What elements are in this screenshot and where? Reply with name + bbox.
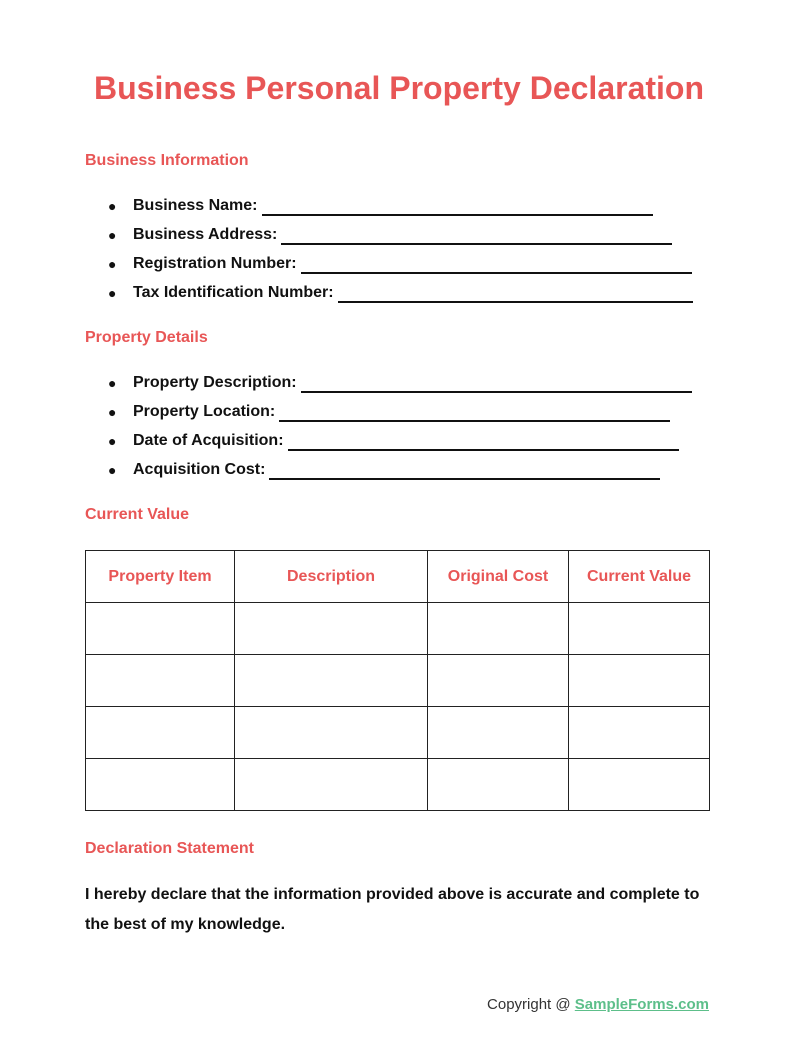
list-item: ● Tax Identification Number: [108,284,693,313]
page-title: Business Personal Property Declaration [94,70,704,106]
table-row [86,759,710,811]
list-item: ● Acquisition Cost: [108,461,692,490]
column-header: Description [235,551,428,603]
list-item: ● Registration Number: [108,255,693,284]
business-info-list [108,197,693,313]
table-cell[interactable] [428,759,569,811]
sampleforms-link[interactable]: SampleForms.com [574,996,709,1013]
table-row [86,707,710,759]
property-details-list [108,374,692,490]
copyright-footer [487,996,709,1013]
field-label: Acquisition Cost: [133,461,266,478]
business-name-blank[interactable] [262,197,653,216]
table-cell[interactable] [569,655,710,707]
list-item: ● Business Name: [108,197,693,226]
acquisition-cost-blank[interactable] [269,461,660,480]
table-cell[interactable] [428,707,569,759]
section-heading-declaration: Declaration Statement [85,840,254,857]
list-item: ● Property Description: [108,374,692,403]
business-address-blank[interactable] [281,226,672,245]
field-label: Tax Identification Number: [133,284,334,301]
field-label: Date of Acquisition: [133,432,284,449]
field-label: Business Name: [133,197,258,214]
tax-id-blank[interactable] [338,284,693,303]
field-label: Registration Number: [133,255,297,272]
list-item: ● Property Location: [108,403,692,432]
section-heading-property: Property Details [85,329,208,346]
table-cell[interactable] [86,759,235,811]
table-cell[interactable] [86,603,235,655]
table-cell[interactable] [428,603,569,655]
table-cell[interactable] [569,707,710,759]
table-header-row [86,551,710,603]
table-cell[interactable] [235,759,428,811]
declaration-text: I hereby declare that the information provided above is accurate and complete to the best of my knowledge. [85,886,700,933]
section-heading-business: Business Information [85,152,249,169]
copyright-text: Copyright @ [487,996,575,1013]
table-cell[interactable] [86,707,235,759]
property-description-blank[interactable] [301,374,692,393]
field-label: Property Location: [133,403,276,420]
field-label: Business Address: [133,226,278,243]
field-label: Property Description: [133,374,297,391]
table-cell[interactable] [569,759,710,811]
registration-number-blank[interactable] [301,255,692,274]
list-item: ● Date of Acquisition: [108,432,692,461]
list-item: ● Business Address: [108,226,693,255]
acquisition-date-blank[interactable] [288,432,679,451]
table-cell[interactable] [86,655,235,707]
section-heading-value: Current Value [85,506,190,523]
property-location-blank[interactable] [279,403,670,422]
current-value-table [85,550,710,811]
table-row [86,655,710,707]
column-header: Property Item [86,551,235,603]
table-cell[interactable] [235,707,428,759]
table-cell[interactable] [235,603,428,655]
table-row [86,603,710,655]
table-cell[interactable] [428,655,569,707]
table-cell[interactable] [235,655,428,707]
table-cell[interactable] [569,603,710,655]
column-header: Current Value [569,551,710,603]
column-header: Original Cost [428,551,569,603]
